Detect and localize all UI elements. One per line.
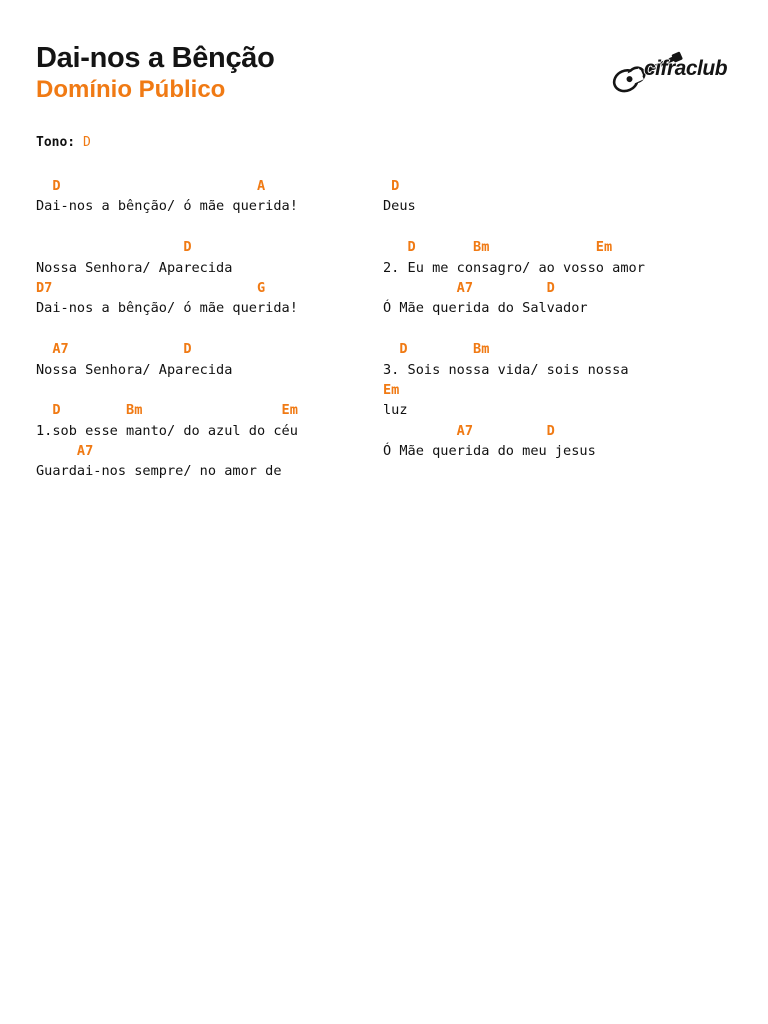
lyric-line: Nossa Senhora/ Aparecida — [36, 259, 233, 276]
artist-name: Domínio Público — [36, 76, 226, 103]
chord-line: A7 D — [36, 341, 192, 358]
lyric-line: Guardai-nos sempre/ no amor de — [36, 463, 282, 480]
chord-line: A7 — [36, 443, 94, 460]
tono-line — [36, 135, 91, 151]
tono-key: D — [82, 135, 91, 150]
lyric-line: 2. Eu me consagro/ ao vosso amor — [383, 259, 645, 276]
chord-line: D A — [36, 178, 266, 194]
chord-line: D — [383, 178, 400, 194]
lyrics-column-left — [36, 176, 298, 482]
lyric-line: Dai-nos a bênção/ ó mãe querida! — [36, 198, 298, 215]
chord-line: D Bm — [383, 341, 490, 358]
tono-label: Tono: — [36, 135, 76, 150]
blank-line — [383, 319, 645, 339]
chord-line: Em — [383, 381, 400, 398]
lyrics-column-right — [383, 176, 645, 461]
lyric-line: Dai-nos a bênção/ ó mãe querida! — [36, 300, 298, 317]
chord-line: D7 G — [36, 279, 266, 296]
chord-line: A7 D — [383, 422, 555, 439]
chord-line: D — [36, 239, 192, 256]
blank-line — [36, 380, 298, 400]
cifraclub-logo — [606, 46, 728, 96]
lyric-line: 1.sob esse manto/ do azul do céu — [36, 422, 298, 439]
lyric-line: luz — [383, 402, 408, 419]
lyric-line: Deus — [383, 198, 416, 215]
logo-text: cifraclub — [644, 57, 728, 80]
lyric-line: Nossa Senhora/ Aparecida — [36, 361, 233, 378]
blank-line — [383, 217, 645, 237]
lyric-line: 3. Sois nossa vida/ sois nossa — [383, 361, 629, 378]
song-title: Dai-nos a Bênção — [36, 42, 275, 74]
chord-line: A7 D — [383, 279, 555, 296]
chord-line: D Bm Em — [383, 239, 613, 256]
blank-line — [36, 319, 298, 339]
chord-line: D Bm Em — [36, 402, 298, 419]
lyric-line: Ó Mãe querida do Salvador — [383, 300, 588, 317]
blank-line — [36, 217, 298, 237]
lyric-line: Ó Mãe querida do meu jesus — [383, 443, 596, 460]
